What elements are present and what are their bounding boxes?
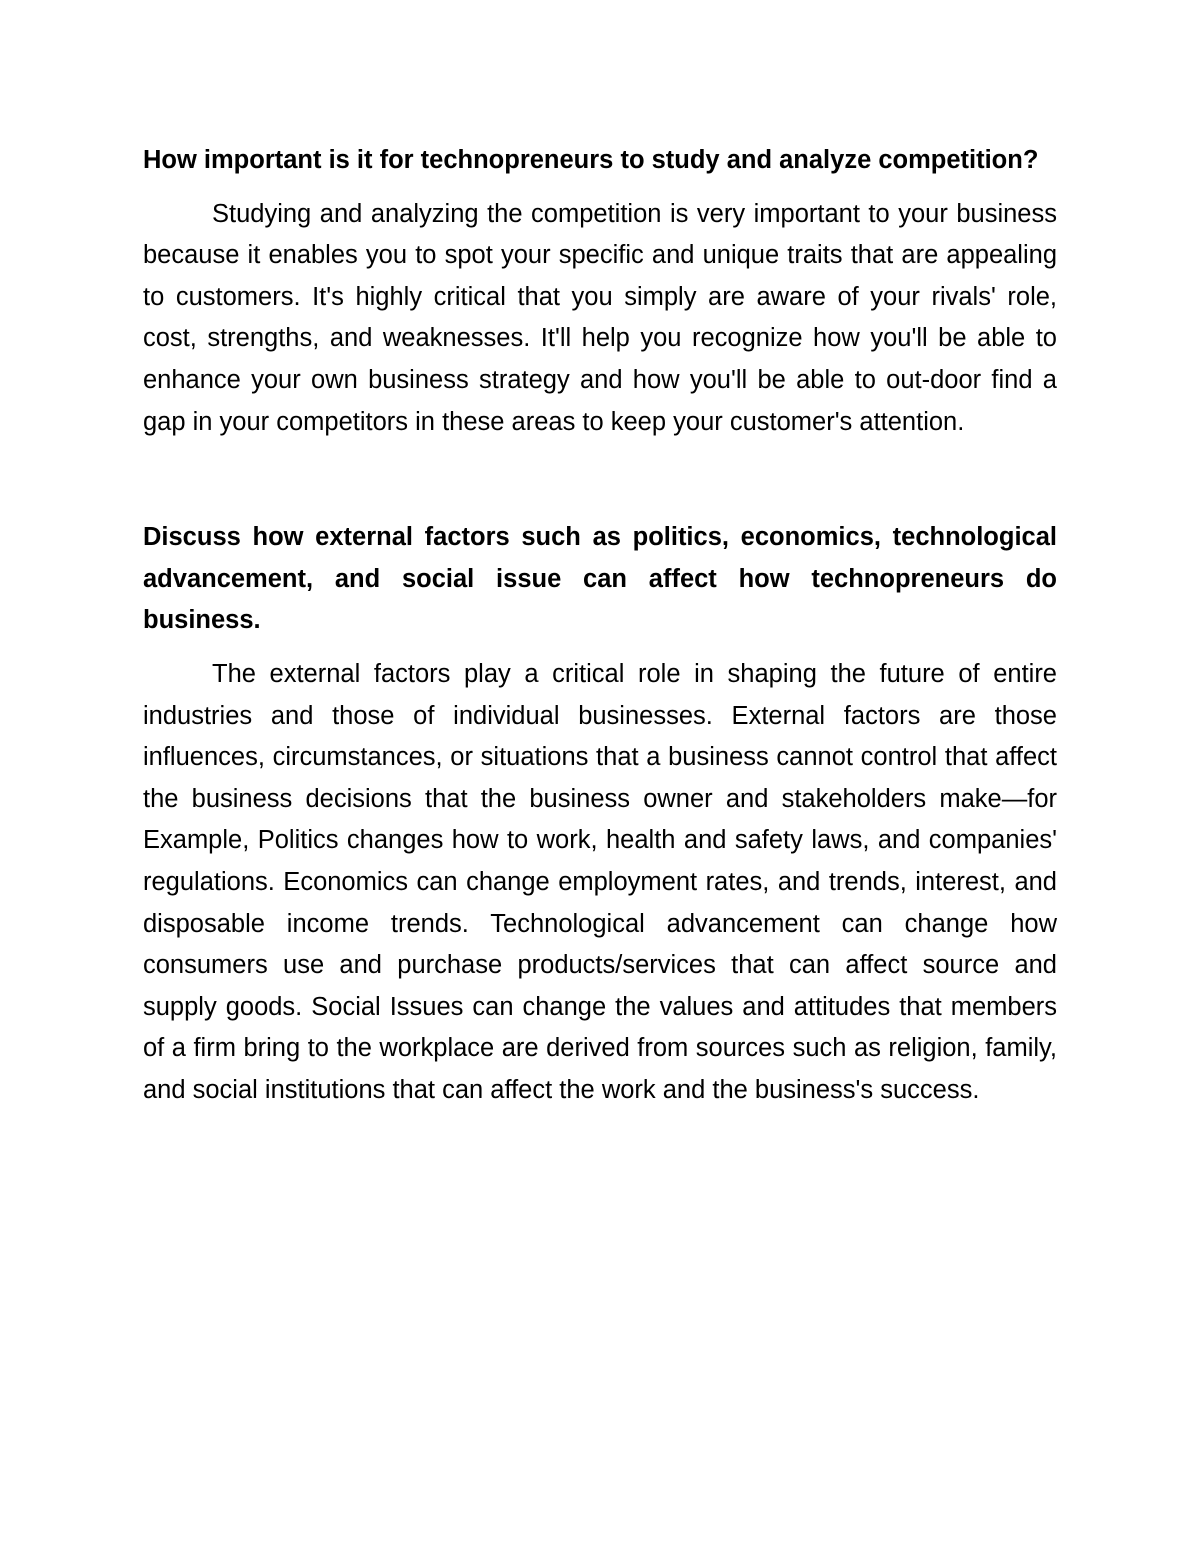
question-heading-1: How important is it for technopreneurs to study and analyze competition? — [143, 146, 1039, 174]
question-heading-2: Discuss how external factors such as politics, economics, technological advancement, and social issue can affect how technopreneurs do business. — [143, 523, 1057, 635]
answer-paragraph-2: The external factors play a critical role in shaping the future of entire industries and those of individual businesses. External factors are those influences, circumstances, or situations that a business cannot control that affect the business decisions that the business owner and stakeholders make—for Example, Politics changes how to work, health and safety laws, and companies' regulations. Economics can change employment rates, and trends, interest, and disposable income trends. Technological advancement can change how consumers use and purchase products/services that can affect source and supply goods. Social Issues can change the values and attitudes that members of a firm bring to the workplace are derived from sources such as religion, family, and social institutions that can affect the work and the business's success. — [143, 659, 1057, 1104]
document-body — [143, 140, 1057, 1111]
answer-paragraph-1: Studying and analyzing the competition is very important to your business because it enables you to spot your specific and unique traits that are appealing to customers. It's highly critical that you simply are aware of your rivals' role, cost, strengths, and weaknesses. It'll help you recognize how you'll be able to enhance your own business strategy and how you'll be able to out-door find a gap in your competitors in these areas to keep your customer's attention. — [143, 199, 1057, 436]
